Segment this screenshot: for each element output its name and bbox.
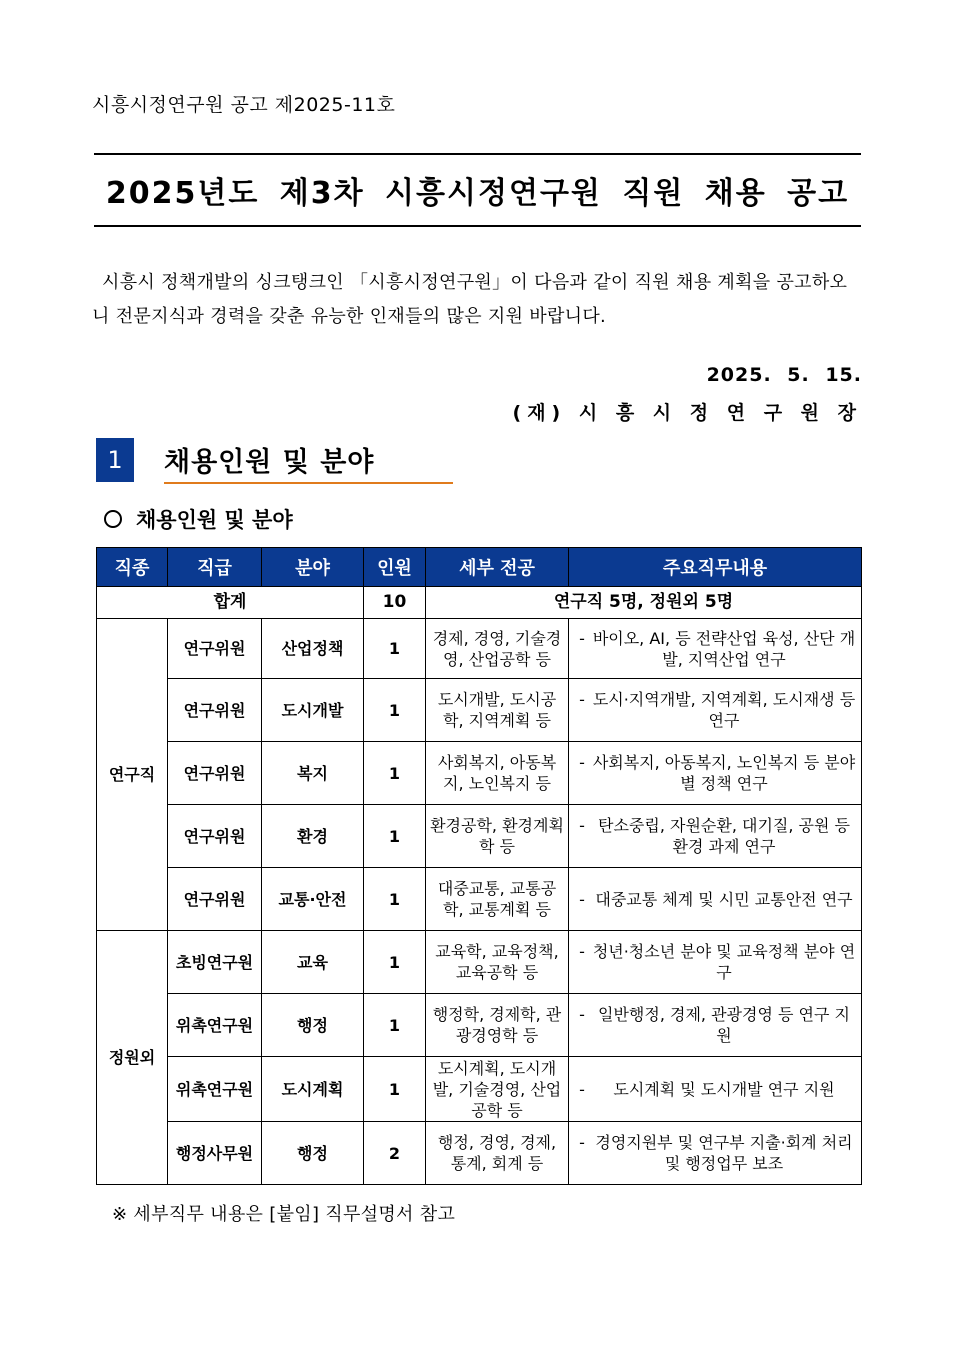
job-type-research: 연구직 <box>97 619 168 931</box>
duty-text: 청년·청소년 분야 및 교육정책 분야 연구 <box>592 942 856 982</box>
count-cell: 1 <box>364 742 426 805</box>
count-cell: 1 <box>364 1057 426 1122</box>
major-cell: 도시계획, 도시개발, 기술경영, 산업공학 등 <box>426 1057 569 1122</box>
grade-cell: 위촉연구원 <box>168 1057 262 1122</box>
duty-text: 도시계획 및 도시개발 연구 지원 <box>613 1079 835 1099</box>
header-count: 인원 <box>364 548 426 587</box>
major-cell: 사회복지, 아동복지, 노인복지 등 <box>426 742 569 805</box>
table-row <box>97 679 862 742</box>
duty-text: 대중교통 체계 및 시민 교통안전 연구 <box>595 889 853 909</box>
count-cell: 1 <box>364 868 426 931</box>
dash: - <box>579 942 585 961</box>
grade-cell: 위촉연구원 <box>168 994 262 1057</box>
table-row <box>97 1122 862 1185</box>
grade-cell: 연구위원 <box>168 805 262 868</box>
notice-number: 시흥시정연구원 공고 제2025-11호 <box>92 94 396 116</box>
total-count: 10 <box>364 587 426 619</box>
duty-text: 사회복지, 아동복지, 노인복지 등 분야별 정책 연구 <box>592 753 856 793</box>
duty-cell <box>569 742 862 805</box>
circle-bullet-icon <box>104 510 122 528</box>
field-cell: 교육 <box>262 931 364 994</box>
dash: - <box>579 1005 585 1024</box>
dash: - <box>579 628 585 648</box>
dash: - <box>579 753 585 772</box>
duty-text: 탄소중립, 자원순환, 대기질, 공원 등 환경 과제 연구 <box>598 816 850 856</box>
duty-cell <box>569 679 862 742</box>
dash: - <box>579 1133 585 1152</box>
header-field: 분야 <box>262 548 364 587</box>
header-major: 세부 전공 <box>426 548 569 587</box>
total-detail: 연구직 5명, 정원외 5명 <box>426 587 862 619</box>
table-row <box>97 742 862 805</box>
duty-cell <box>569 805 862 868</box>
table-row <box>97 805 862 868</box>
header-duty: 주요직무내용 <box>569 548 862 587</box>
table-row <box>97 931 862 994</box>
duty-text: 경영지원부 및 연구부 지출·회계 처리 및 행정업무 보조 <box>595 1133 853 1173</box>
count-cell: 2 <box>364 1122 426 1185</box>
table-header-row <box>97 548 862 587</box>
section-title: 채용인원 및 분야 <box>164 440 453 484</box>
total-row <box>97 587 862 619</box>
recruitment-table <box>96 547 862 1185</box>
count-cell: 1 <box>364 679 426 742</box>
duty-text: 일반행정, 경제, 관광경영 등 연구 지원 <box>598 1005 850 1045</box>
dash: - <box>579 690 585 709</box>
footnote: ※ 세부직무 내용은 [붙임] 직무설명서 참고 <box>112 1204 456 1225</box>
duty-text: 바이오, AI, 등 전략산업 육성, 산단 개발, 지역산업 연구 <box>592 628 856 669</box>
header-grade: 직급 <box>168 548 262 587</box>
title-box <box>94 153 861 227</box>
major-cell: 대중교통, 교통공학, 교통계획 등 <box>426 868 569 931</box>
grade-cell: 연구위원 <box>168 868 262 931</box>
table-row <box>97 1057 862 1122</box>
notice-date: 2025. 5. 15. <box>706 364 862 386</box>
duty-cell <box>569 868 862 931</box>
table-row <box>97 619 862 679</box>
total-label: 합계 <box>97 587 364 619</box>
header-job-type: 직종 <box>97 548 168 587</box>
page-title: 2025년도 제3차 시흥시정연구원 직원 채용 공고 <box>105 176 850 211</box>
field-cell: 환경 <box>262 805 364 868</box>
duty-cell <box>569 931 862 994</box>
dash: - <box>579 816 585 835</box>
issuer: (재) 시 흥 시 정 연 구 원 장 <box>512 402 862 424</box>
subheading <box>104 504 293 534</box>
grade-cell: 연구위원 <box>168 679 262 742</box>
job-type-extra: 정원외 <box>97 931 168 1185</box>
dash: - <box>579 1079 585 1099</box>
field-cell: 행정 <box>262 1122 364 1185</box>
duty-text: 도시·지역개발, 지역계획, 도시재생 등 연구 <box>592 690 856 730</box>
section-number: 1 <box>96 438 134 482</box>
duty-cell <box>569 994 862 1057</box>
major-cell: 행정학, 경제학, 관광경영학 등 <box>426 994 569 1057</box>
grade-cell: 행정사무원 <box>168 1122 262 1185</box>
field-cell: 도시개발 <box>262 679 364 742</box>
grade-cell: 연구위원 <box>168 619 262 679</box>
major-cell: 경제, 경영, 기술경영, 산업공학 등 <box>426 619 569 679</box>
duty-cell <box>569 1122 862 1185</box>
count-cell: 1 <box>364 931 426 994</box>
count-cell: 1 <box>364 805 426 868</box>
duty-cell <box>569 1057 862 1122</box>
major-cell: 도시개발, 도시공학, 지역계획 등 <box>426 679 569 742</box>
field-cell: 도시계획 <box>262 1057 364 1122</box>
table-row <box>97 868 862 931</box>
field-cell: 교통·안전 <box>262 868 364 931</box>
field-cell: 산업정책 <box>262 619 364 679</box>
intro-paragraph: 시흥시 정책개발의 싱크탱크인 「시흥시정연구원」이 다음과 같이 직원 채용 계획을 공고하오니 전문지식과 경력을 갖춘 유능한 인재들의 많은 지원 바랍니다. <box>92 272 848 327</box>
table-row <box>97 994 862 1057</box>
major-cell: 교육학, 교육정책, 교육공학 등 <box>426 931 569 994</box>
major-cell: 행정, 경영, 경제, 통계, 회계 등 <box>426 1122 569 1185</box>
duty-cell <box>569 619 862 679</box>
dash: - <box>579 889 585 909</box>
subheading-text: 채용인원 및 분야 <box>136 508 293 532</box>
grade-cell: 연구위원 <box>168 742 262 805</box>
count-cell: 1 <box>364 619 426 679</box>
major-cell: 환경공학, 환경계획학 등 <box>426 805 569 868</box>
grade-cell: 초빙연구원 <box>168 931 262 994</box>
field-cell: 복지 <box>262 742 364 805</box>
count-cell: 1 <box>364 994 426 1057</box>
field-cell: 행정 <box>262 994 364 1057</box>
